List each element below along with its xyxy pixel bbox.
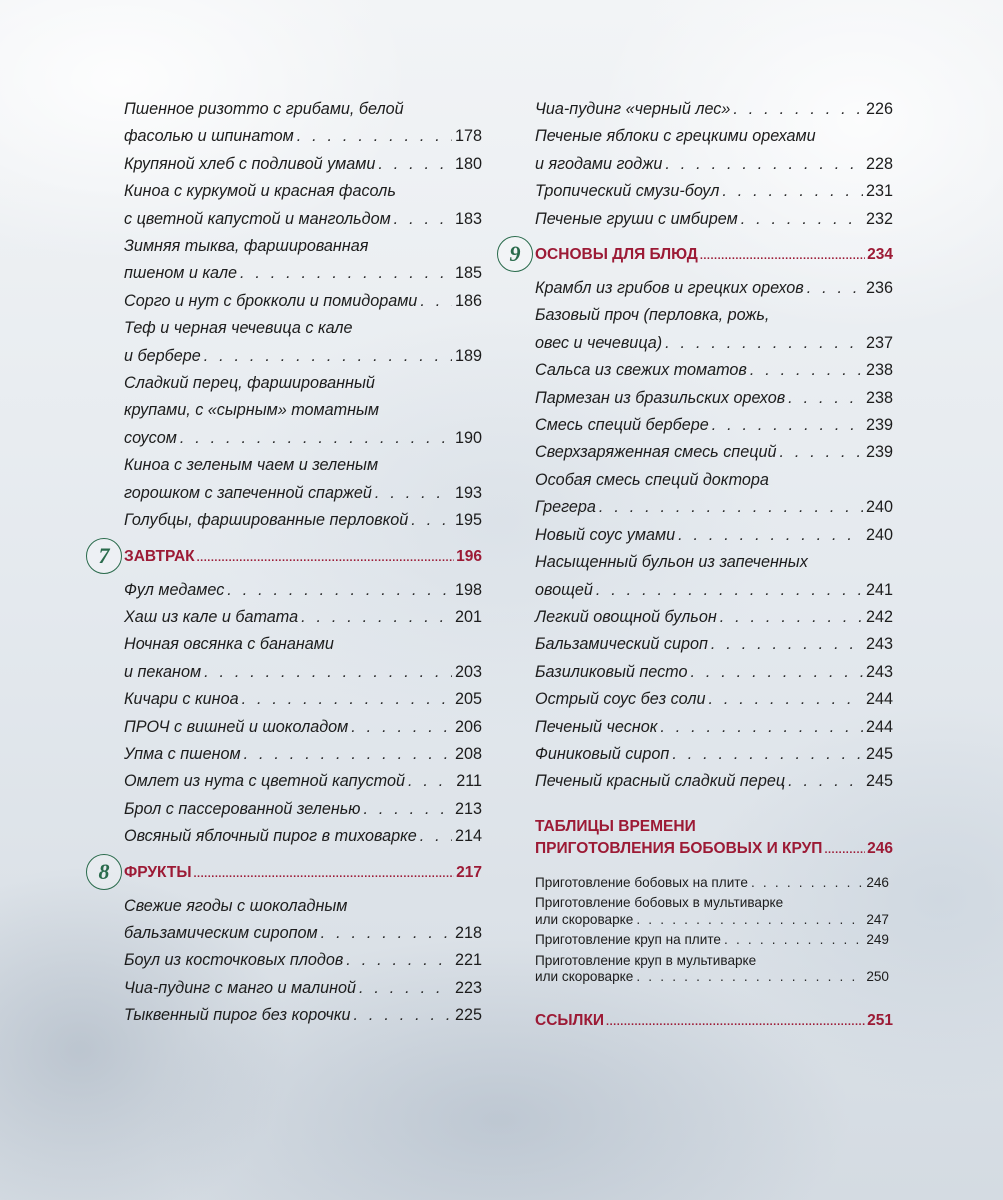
- entry-page-number: 223: [454, 978, 482, 997]
- entry-title-line: Тропический смузи-боул: [535, 182, 720, 201]
- entry-page-number: 238: [865, 361, 893, 380]
- entry-last-line: [124, 741, 482, 768]
- entry-page-number: 231: [865, 182, 893, 201]
- entry-last-line: [124, 577, 482, 604]
- leader-dots: [708, 686, 863, 713]
- entry-page-number: 211: [456, 772, 482, 791]
- entry-title-line: и пеканом: [124, 662, 202, 681]
- entry-title-line: Фул медамес: [124, 580, 225, 599]
- entry-title-line: Сверхзаряженная смесь специй: [535, 443, 777, 462]
- entry-last-line: [535, 577, 893, 604]
- toc-entry[interactable]: [535, 522, 893, 549]
- entry-title-line: Печеный чеснок: [535, 717, 658, 736]
- leader-dots: [665, 330, 863, 357]
- entry-page-number: 241: [865, 580, 893, 599]
- entry-last-line: [124, 288, 482, 315]
- entry-last-line: [535, 385, 893, 412]
- leader-dots: [297, 123, 452, 150]
- entry-title-line: Крамбл из грибов и грецких орехов: [535, 279, 804, 298]
- toc-entry[interactable]: [535, 875, 893, 892]
- entry-title-line: пшеном и кале: [124, 264, 237, 283]
- toc-entry[interactable]: [124, 631, 482, 686]
- entry-last-line: [124, 480, 482, 507]
- section-page: 251: [867, 1011, 893, 1029]
- entry-page-number: 206: [454, 717, 482, 736]
- section-heading-references[interactable]: [535, 1010, 893, 1033]
- leader-dots: [750, 357, 863, 384]
- entry-page-number: 221: [454, 951, 482, 970]
- entry-page-number: 244: [865, 690, 893, 709]
- entry-last-line: [124, 260, 482, 287]
- entry-last-line: [535, 631, 893, 658]
- leader-dots: [197, 540, 455, 576]
- entry-last-line: [124, 947, 482, 974]
- entry-last-line: [124, 714, 482, 741]
- leader-dots: [420, 823, 452, 850]
- entry-last-line: [535, 932, 893, 949]
- chapter-number-badge: 8: [86, 854, 122, 890]
- entry-title-line: Приготовление бобовых в мультиварке: [535, 895, 784, 911]
- entry-title-line: Чиа-пудинг с манго и малиной: [124, 978, 356, 997]
- toc-entry[interactable]: [124, 288, 482, 315]
- entry-last-line: [535, 659, 893, 686]
- section-page: 217: [456, 863, 482, 881]
- leader-dots: [636, 912, 863, 929]
- entry-title-line: овощей: [535, 580, 593, 599]
- section-page: 246: [867, 839, 893, 857]
- toc-entry[interactable]: [124, 796, 482, 823]
- toc-entry[interactable]: [124, 823, 482, 850]
- entry-page-number: 250: [866, 969, 889, 985]
- leader-dots: [678, 522, 863, 549]
- toc-entry[interactable]: [124, 370, 482, 452]
- leader-dots: [408, 768, 453, 795]
- entry-page-number: 239: [865, 416, 893, 435]
- toc-entry[interactable]: [535, 178, 893, 205]
- entry-title-line: Боул из косточковых плодов: [124, 951, 344, 970]
- entry-page-number: 236: [865, 279, 893, 298]
- entry-page-number: 245: [865, 772, 893, 791]
- entry-last-line: [535, 604, 893, 631]
- leader-dots: [720, 604, 863, 631]
- entry-page-number: 243: [865, 662, 893, 681]
- chapter-number-badge: 7: [86, 538, 122, 574]
- toc-entry[interactable]: [124, 947, 482, 974]
- toc-entry[interactable]: [124, 233, 482, 288]
- entry-page-number: 242: [865, 607, 893, 626]
- toc-entry[interactable]: [124, 577, 482, 604]
- leader-dots: [711, 631, 863, 658]
- leader-dots: [194, 856, 455, 892]
- entry-last-line: [535, 412, 893, 439]
- entry-page-number: 228: [865, 154, 893, 173]
- entry-title-line: Зимняя тыква, фаршированная: [124, 237, 369, 256]
- leader-dots: [301, 604, 452, 631]
- entry-title-line: Базиликовый песто: [535, 662, 688, 681]
- section-page: 234: [867, 246, 893, 264]
- entry-page-number: 180: [454, 154, 482, 173]
- entry-title-line: фасолью и шпинатом: [124, 127, 294, 146]
- entry-title-line: и ягодами годжи: [535, 154, 663, 173]
- toc-entry[interactable]: [535, 686, 893, 713]
- toc-entry[interactable]: [535, 123, 893, 178]
- section-heading-cooking-tables[interactable]: [535, 816, 893, 861]
- toc-entry[interactable]: [535, 714, 893, 741]
- entry-page-number: 244: [865, 717, 893, 736]
- toc-entry[interactable]: [124, 768, 482, 795]
- entry-title-line: или скороварке: [535, 969, 634, 985]
- entry-last-line: [124, 425, 482, 452]
- toc-entry[interactable]: [124, 178, 482, 233]
- entry-title-line: Печеные яблоки с грецкими орехами: [535, 127, 816, 146]
- leader-dots: [807, 275, 863, 302]
- entry-last-line: [535, 96, 893, 123]
- section-title-last-line: [535, 1010, 893, 1033]
- toc-entry[interactable]: [535, 275, 893, 302]
- entry-title-line: овес и чечевица): [535, 333, 663, 352]
- leader-dots: [346, 947, 452, 974]
- toc-entry[interactable]: [535, 741, 893, 768]
- toc-entry[interactable]: [124, 714, 482, 741]
- leader-dots: [359, 975, 452, 1002]
- toc-entry[interactable]: [535, 206, 893, 233]
- leader-dots: [204, 343, 452, 370]
- entry-last-line: [535, 275, 893, 302]
- leader-dots: [244, 741, 452, 768]
- entry-last-line: [124, 796, 482, 823]
- entry-last-line: [535, 439, 893, 466]
- entry-page-number: 186: [454, 291, 482, 310]
- entry-title-line: Свежие ягоды с шоколадным: [124, 896, 348, 915]
- entry-title-line: Приготовление бобовых на плите: [535, 874, 748, 890]
- leader-dots: [690, 659, 863, 686]
- leader-dots: [351, 714, 452, 741]
- entry-last-line: [535, 494, 893, 521]
- toc-entry[interactable]: [535, 604, 893, 631]
- leader-dots: [660, 714, 863, 741]
- section-title: ФРУКТЫ: [124, 863, 192, 881]
- leader-dots: [599, 494, 863, 521]
- leader-dots: [741, 206, 863, 233]
- leader-dots: [420, 288, 452, 315]
- entry-page-number: 247: [866, 911, 889, 927]
- toc-entry[interactable]: [535, 895, 893, 928]
- entry-title-line: Печеные груши с имбирем: [535, 209, 738, 228]
- entry-last-line: [124, 975, 482, 1002]
- toc-entry[interactable]: [124, 741, 482, 768]
- entry-title-line: Насыщенный бульон из запеченных: [535, 553, 808, 572]
- entry-page-number: 245: [865, 744, 893, 763]
- toc-entry[interactable]: [124, 315, 482, 370]
- entry-last-line: [124, 686, 482, 713]
- entry-last-line: [535, 151, 893, 178]
- entry-last-line: [535, 178, 893, 205]
- entry-title-line: Новый соус умами: [535, 525, 676, 544]
- entry-title-line: крупами, с «сырным» томатным: [124, 401, 380, 420]
- leader-dots: [375, 480, 452, 507]
- toc-entry[interactable]: [124, 96, 482, 151]
- entry-last-line: [535, 206, 893, 233]
- entry-last-line: [535, 768, 893, 795]
- leader-dots: [824, 839, 865, 861]
- entries-group: [535, 875, 893, 986]
- entry-title-line: Киноа с зеленым чаем и зеленым: [124, 456, 379, 475]
- toc-entry[interactable]: [124, 452, 482, 507]
- entry-title-line: соусом: [124, 428, 177, 447]
- entry-last-line: [124, 206, 482, 233]
- toc-entry[interactable]: [124, 893, 482, 948]
- entry-last-line: [535, 741, 893, 768]
- section-heading-fruits[interactable]: [98, 855, 482, 891]
- entries-group: [535, 275, 893, 796]
- entry-page-number: 203: [454, 662, 482, 681]
- leader-dots: [354, 1002, 452, 1029]
- section-heading-basics[interactable]: [509, 237, 893, 273]
- entry-title-line: Особая смесь специй доктора: [535, 470, 769, 489]
- entry-page-number: 240: [865, 498, 893, 517]
- entry-last-line: [124, 343, 482, 370]
- entry-title-line: Смесь специй бербере: [535, 416, 709, 435]
- toc-entry[interactable]: [535, 412, 893, 439]
- entry-title-line: Острый соус без соли: [535, 690, 706, 709]
- leader-dots: [636, 969, 863, 986]
- entry-title-line: Сальса из свежих томатов: [535, 361, 747, 380]
- entry-page-number: 237: [865, 333, 893, 352]
- entry-title-line: Упма с пшеном: [124, 744, 241, 763]
- entry-page-number: 214: [454, 827, 482, 846]
- toc-entry[interactable]: [535, 953, 893, 986]
- entry-title-line: Голубцы, фаршированные перловкой: [124, 511, 409, 530]
- toc-entry[interactable]: [535, 932, 893, 949]
- section-title-line: ПРИГОТОВЛЕНИЯ БОБОВЫХ И КРУП: [535, 839, 823, 857]
- entry-title-line: Брол с пассерованной зеленью: [124, 799, 361, 818]
- chapter-number-badge: 9: [497, 236, 533, 272]
- toc-entry[interactable]: [535, 357, 893, 384]
- leader-dots: [394, 206, 452, 233]
- entry-page-number: 185: [454, 264, 482, 283]
- toc-left-column: [98, 96, 482, 1030]
- toc-entry[interactable]: [124, 507, 482, 534]
- entry-title-line: Приготовление круп в мультиварке: [535, 952, 757, 968]
- toc-entry[interactable]: [535, 385, 893, 412]
- entry-last-line: [535, 357, 893, 384]
- entry-title-line: Сорго и нут с брокколи и помидорами: [124, 291, 418, 310]
- section-page: 196: [456, 547, 482, 565]
- toc-entry[interactable]: [124, 1002, 482, 1029]
- leader-dots: [700, 238, 865, 274]
- toc-entry[interactable]: [535, 302, 893, 357]
- entry-last-line: [535, 912, 893, 929]
- entry-page-number: 243: [865, 635, 893, 654]
- toc-entry[interactable]: [535, 96, 893, 123]
- leader-dots: [779, 439, 863, 466]
- entry-title-line: Омлет из нута с цветной капустой: [124, 772, 405, 791]
- entry-last-line: [124, 823, 482, 850]
- entry-page-number: 225: [454, 1006, 482, 1025]
- entry-title-line: с цветной капустой и мангольдом: [124, 209, 391, 228]
- entry-title-line: Пшенное ризотто с грибами, белой: [124, 100, 404, 118]
- leader-dots: [665, 151, 863, 178]
- toc-entry[interactable]: [124, 686, 482, 713]
- entry-title-line: или скороварке: [535, 911, 634, 927]
- entry-title-line: Чиа-пудинг «черный лес»: [535, 100, 731, 118]
- entry-page-number: 205: [454, 690, 482, 709]
- section-heading-breakfast[interactable]: [98, 539, 482, 575]
- entry-last-line: [535, 330, 893, 357]
- entry-title-line: Теф и черная чечевица с кале: [124, 319, 353, 338]
- entry-title-line: Киноа с куркумой и красная фасоль: [124, 182, 396, 201]
- entry-last-line: [124, 123, 482, 150]
- section-title: ЗАВТРАК: [124, 547, 195, 565]
- leader-dots: [788, 768, 863, 795]
- entry-page-number: 193: [454, 483, 482, 502]
- entry-last-line: [124, 920, 482, 947]
- leader-dots: [751, 875, 863, 892]
- toc-entry[interactable]: [535, 439, 893, 466]
- section-title-last-line: [535, 838, 893, 861]
- entry-page-number: 190: [454, 428, 482, 447]
- entry-last-line: [124, 659, 482, 686]
- leader-dots: [378, 151, 452, 178]
- entry-last-line: [535, 969, 893, 986]
- entry-title-line: горошком с запеченной спаржей: [124, 483, 372, 502]
- entry-title-line: и бербере: [124, 346, 201, 365]
- entry-title-line: Грегера: [535, 498, 596, 517]
- entry-page-number: 226: [865, 100, 893, 118]
- entry-title-line: Легкий овощной бульон: [535, 607, 717, 626]
- entry-last-line: [124, 768, 482, 795]
- leader-dots: [733, 96, 863, 123]
- entry-last-line: [124, 507, 482, 534]
- entry-page-number: 198: [454, 580, 482, 599]
- entry-last-line: [535, 522, 893, 549]
- toc-entry[interactable]: [535, 659, 893, 686]
- leader-dots: [724, 932, 863, 949]
- entry-page-number: 201: [454, 607, 482, 626]
- leader-dots: [712, 412, 863, 439]
- toc-entry[interactable]: [124, 604, 482, 631]
- entry-last-line: [535, 875, 893, 892]
- leader-dots: [240, 260, 452, 287]
- entry-title-line: бальзамическим сиропом: [124, 923, 318, 942]
- section-title: ОСНОВЫ ДЛЯ БЛЮД: [535, 246, 698, 264]
- toc-entry[interactable]: [535, 467, 893, 522]
- toc-entry[interactable]: [124, 975, 482, 1002]
- entry-last-line: [535, 714, 893, 741]
- entry-page-number: 208: [454, 744, 482, 763]
- entry-title-line: Тыквенный пирог без корочки: [124, 1006, 351, 1025]
- entry-last-line: [535, 686, 893, 713]
- entry-page-number: 195: [454, 511, 482, 530]
- entry-title-line: Крупяной хлеб с подливой умами: [124, 154, 376, 173]
- entry-page-number: 249: [866, 932, 889, 948]
- entries-group: [124, 96, 482, 535]
- entry-title-line: Ночная овсянка с бананами: [124, 635, 334, 654]
- entry-last-line: [124, 151, 482, 178]
- entry-page-number: 218: [454, 923, 482, 942]
- entry-page-number: 238: [865, 388, 893, 407]
- entry-title-line: Кичари с киноа: [124, 690, 239, 709]
- leader-dots: [596, 577, 863, 604]
- leader-dots: [204, 659, 452, 686]
- entry-title-line: ПРОЧ с вишней и шоколадом: [124, 717, 349, 736]
- entry-page-number: 240: [865, 525, 893, 544]
- toc-entry[interactable]: [535, 631, 893, 658]
- leader-dots: [242, 686, 452, 713]
- entry-title-line: Сладкий перец, фаршированный: [124, 374, 375, 393]
- toc-entry[interactable]: [124, 151, 482, 178]
- toc-entry[interactable]: [535, 549, 893, 604]
- section-title: ССЫЛКИ: [535, 1011, 605, 1029]
- entry-page-number: 213: [454, 799, 482, 818]
- leader-dots: [363, 796, 452, 823]
- entry-page-number: 232: [865, 209, 893, 228]
- leader-dots: [788, 385, 863, 412]
- toc-right-column: [509, 96, 893, 1035]
- entry-last-line: [124, 1002, 482, 1029]
- leader-dots: [321, 920, 452, 947]
- entry-page-number: 189: [454, 346, 482, 365]
- entries-group: [124, 893, 482, 1030]
- toc-entry[interactable]: [535, 768, 893, 795]
- entry-page-number: 239: [865, 443, 893, 462]
- leader-dots: [411, 507, 452, 534]
- entry-title-line: Приготовление круп на плите: [535, 932, 721, 948]
- entry-title-line: Базовый проч (перловка, рожь,: [535, 306, 770, 325]
- entry-title-line: Печеный красный сладкий перец: [535, 772, 786, 791]
- entry-title-line: Овсяный яблочный пирог в тиховарке: [124, 827, 417, 846]
- section-title-line: ТАБЛИЦЫ ВРЕМЕНИ: [535, 817, 696, 835]
- leader-dots: [722, 178, 863, 205]
- entries-group: [124, 577, 482, 851]
- entry-title-line: Финиковый сироп: [535, 744, 670, 763]
- entry-last-line: [124, 604, 482, 631]
- entry-title-line: Пармезан из бразильских орехов: [535, 388, 786, 407]
- entries-group: [535, 96, 893, 233]
- entry-page-number: 183: [454, 209, 482, 228]
- leader-dots: [180, 425, 452, 452]
- leader-dots: [227, 577, 452, 604]
- leader-dots: [672, 741, 863, 768]
- entry-title-line: Хаш из кале и батата: [124, 607, 299, 626]
- entry-page-number: 246: [866, 874, 889, 890]
- entry-page-number: 178: [454, 127, 482, 146]
- entry-title-line: Бальзамический сироп: [535, 635, 708, 654]
- leader-dots: [606, 1011, 865, 1033]
